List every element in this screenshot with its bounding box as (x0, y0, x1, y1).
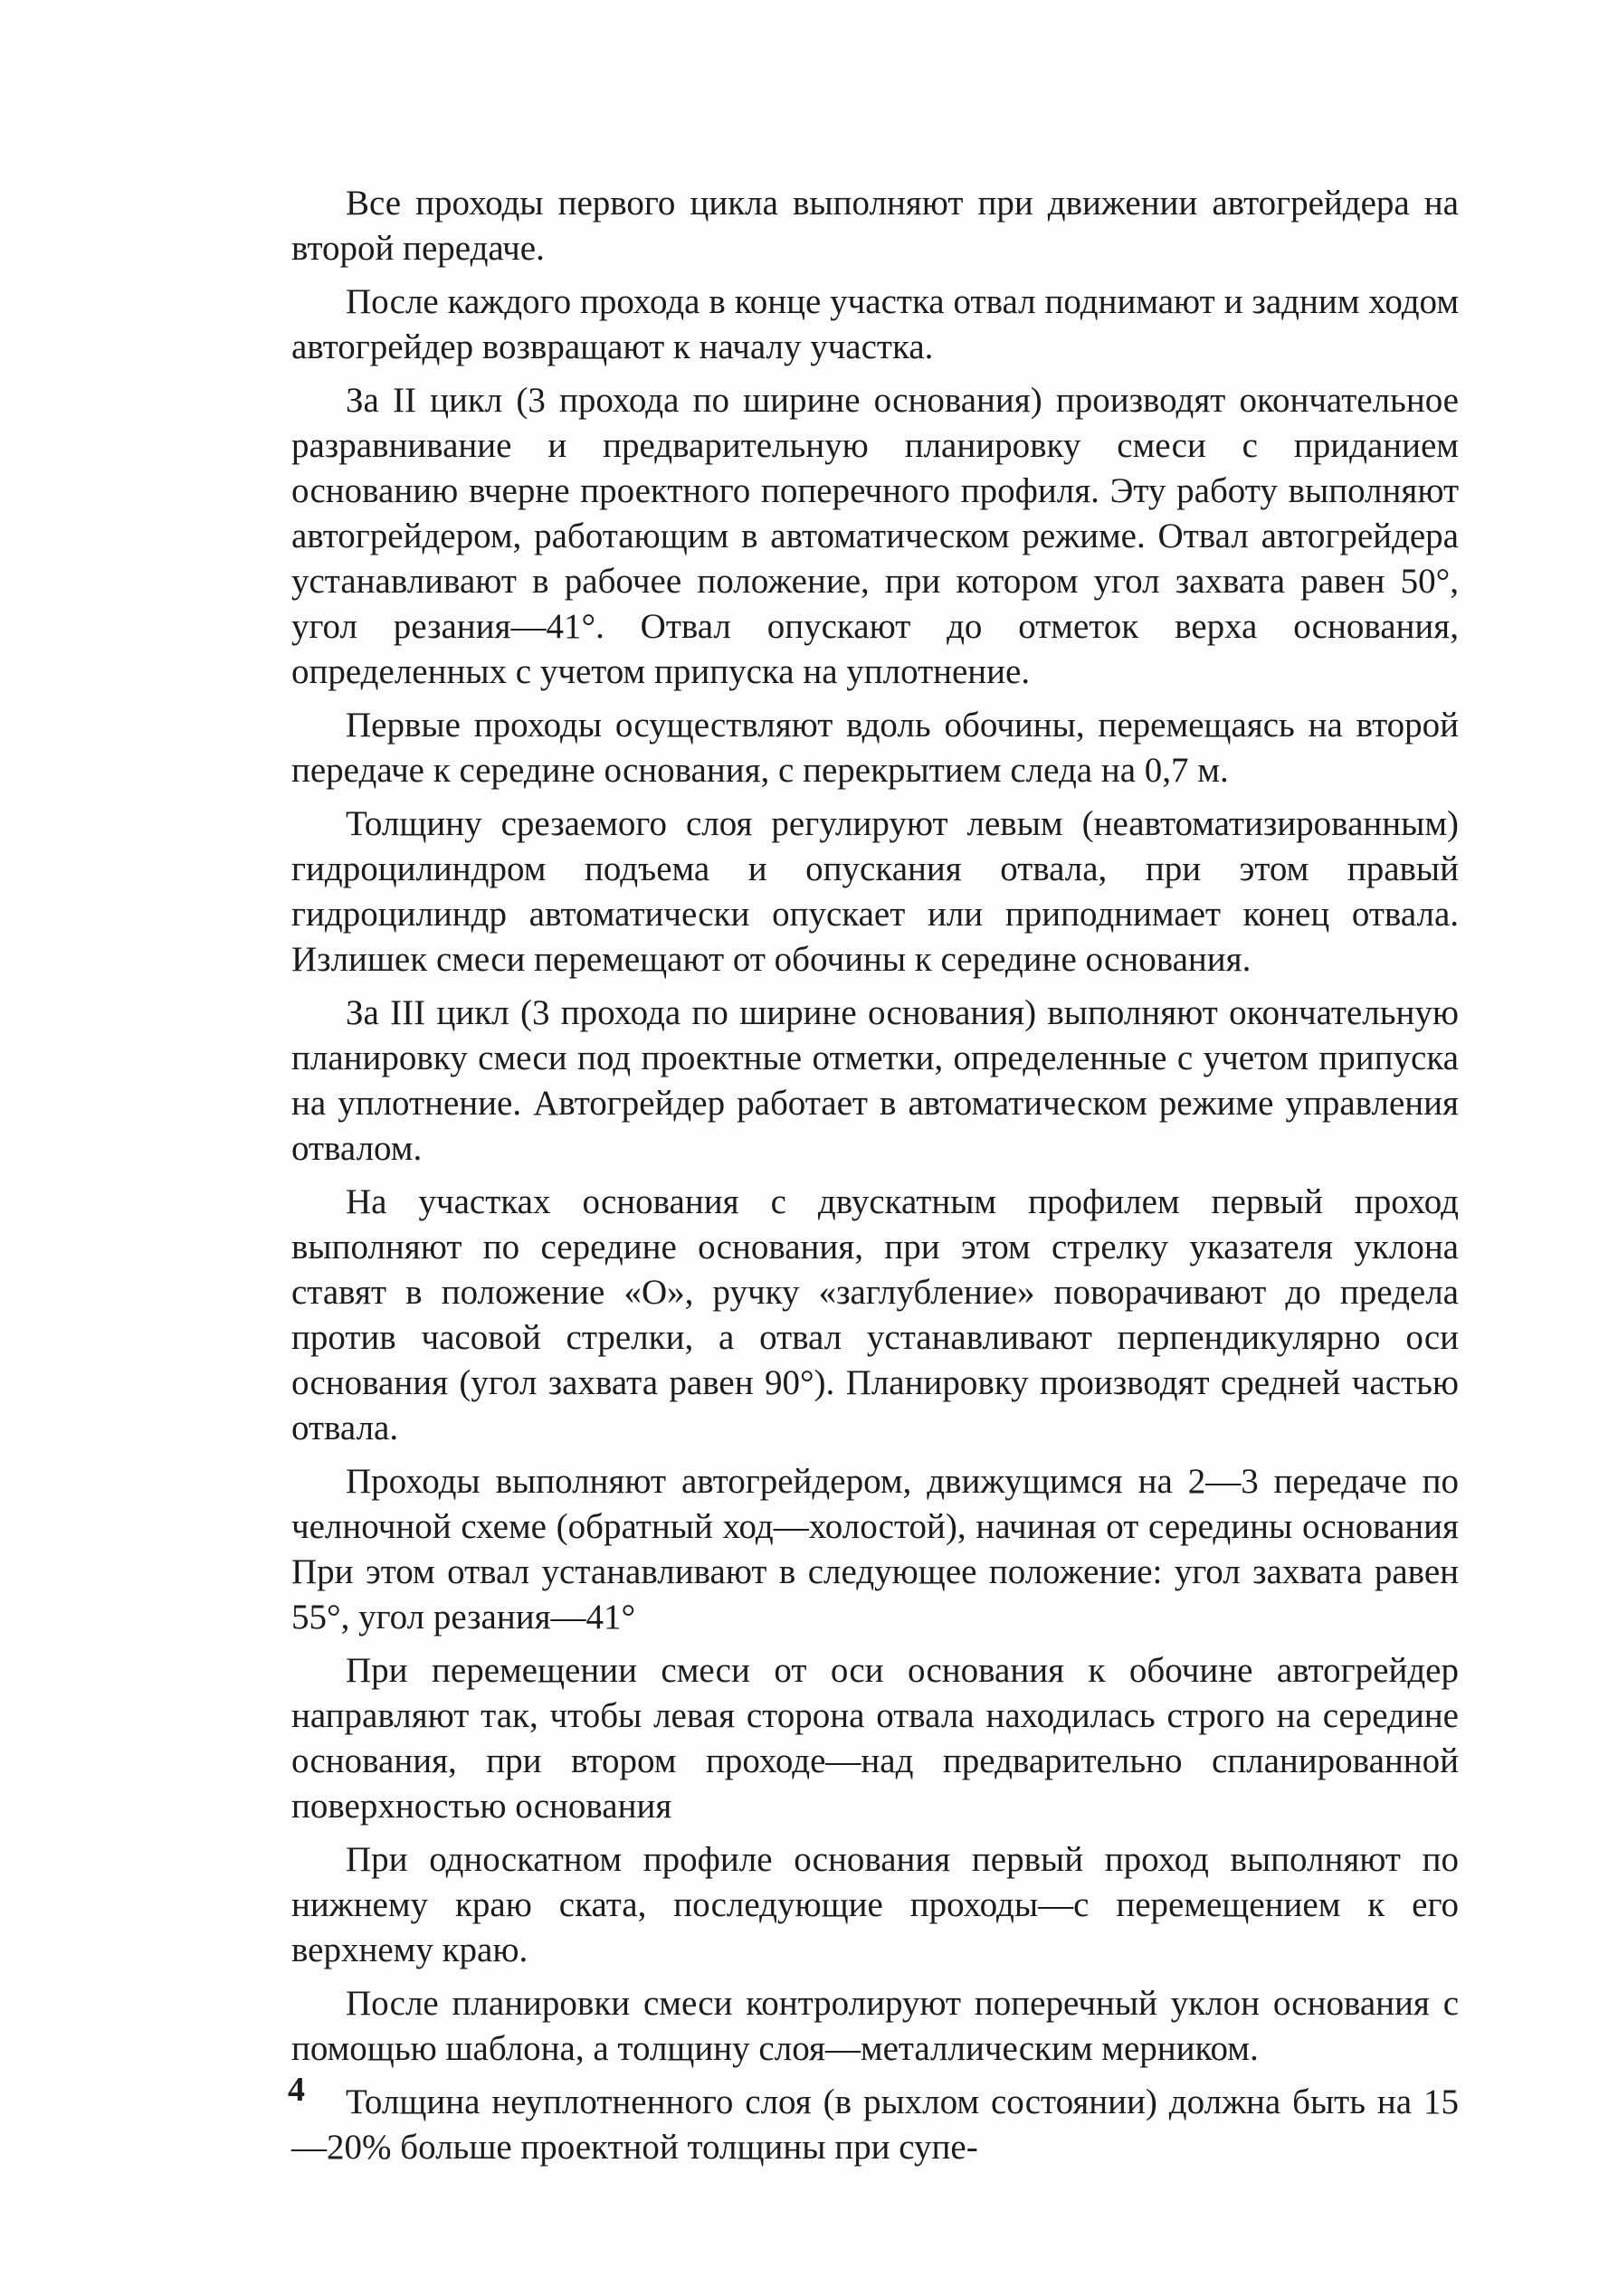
paragraph-6: За III цикл (3 прохода по ширине основания) выполняют окончательную планировку смеси под проектные отметки, определенные с учетом припуска на уплотнение. Автогрейдер работает в автоматическом режиме управления отвалом. (291, 993, 1459, 1168)
body-text (291, 181, 1459, 2178)
page-number: 4 (288, 2071, 305, 2109)
paragraph-4: Первые проходы осуществляют вдоль обочины, перемещаясь на второй передаче к середине основания, с перекрытием следа на 0,7 м. (291, 706, 1459, 790)
paragraph-12: Толщина неуплотненного слоя (в рыхлом состоянии) должна быть на 15—20% больше проектной толщины при супе- (291, 2083, 1459, 2167)
paragraph-2: После каждого прохода в конце участка отвал поднимают и задним ходом автогрейдер возвращают к началу участка. (291, 282, 1459, 366)
paragraph-9: При перемещении смеси от оси основания к обочине автогрейдер направляют так, чтобы левая сторона отвала находилась строго на середине основания, при втором проходе—над предварительно спланированной поверхностью основания (291, 1651, 1459, 1826)
paragraph-10: При односкатном профиле основания первый проход выполняют по нижнему краю ската, последующие проходы—с перемещением к его верхнему краю. (291, 1840, 1459, 1969)
paragraph-3: За II цикл (3 прохода по ширине основания) производят окончательное разравнивание и предварительную планировку смеси с приданием основанию вчерне проектного поперечного профиля. Эту работу выполняют автогрейдером, работающим в автоматическом режиме. Отвал автогрейдера устанавливают в рабочее положение, при котором угол захвата равен 50°, угол резания—41°. Отвал опускают до отметок верха основания, определенных с учетом припуска на уплотнение. (291, 381, 1459, 691)
paragraph-5: Толщину срезаемого слоя регулируют левым (неавтоматизированным) гидроцилиндром подъема и опускания отвала, при этом правый гидроцилиндр автоматически опускает или приподнимает конец отвала. Излишек смеси перемещают от обочины к середине основания. (291, 804, 1459, 979)
paragraph-7: На участках основания с двускатным профилем первый проход выполняют по середине основания, при этом стрелку указателя уклона ставят в положение «О», ручку «заглубление» поворачивают до предела против часовой стрелки, а отвал устанавливают перпендикулярно оси основания (угол захвата равен 90°). Планировку производят средней частью отвала. (291, 1182, 1459, 1447)
paragraph-8: Проходы выполняют автогрейдером, движущимся на 2—3 передаче по челночной схеме (обратный ход—холостой), начиная от середины основания При этом отвал устанавливают в следующее положение: угол захвата равен 55°, угол резания—41° (291, 1462, 1459, 1637)
paragraph-1: Все проходы первого цикла выполняют при движении автогрейдера на второй передаче. (291, 184, 1459, 268)
paragraph-11: После планировки смеси контролируют поперечный уклон основания с помощью шаблона, а толщину слоя—металлическим мерником. (291, 1984, 1459, 2068)
